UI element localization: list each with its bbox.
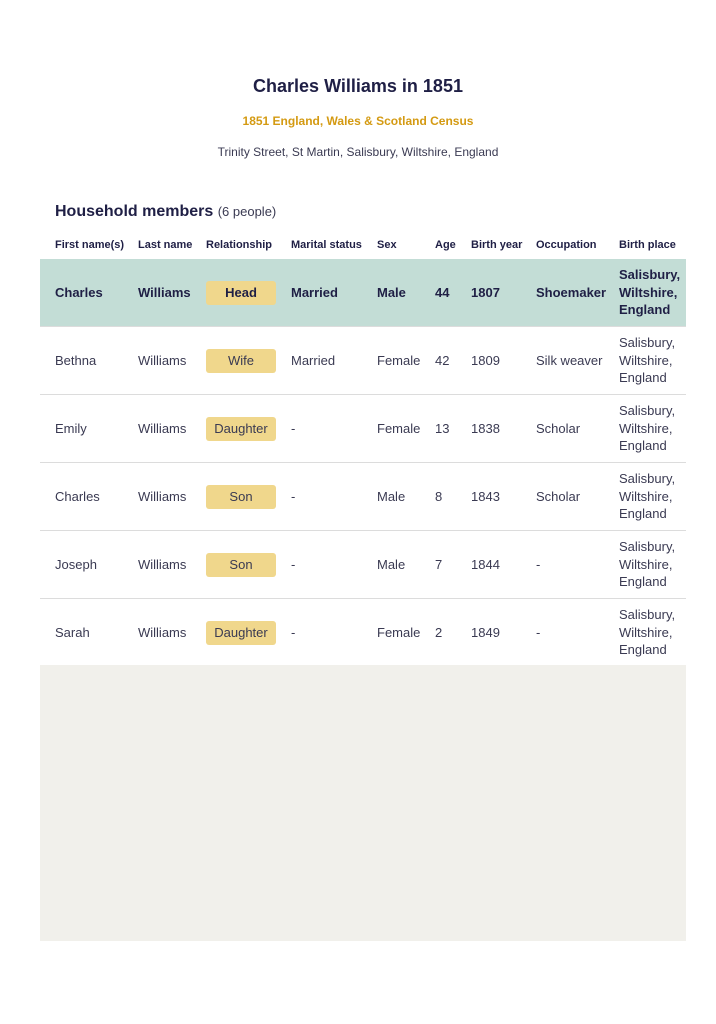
- column-header-marital-status: Marital status: [291, 239, 362, 251]
- age-cell: 8: [435, 463, 471, 531]
- column-header-birth-place: Birth place: [619, 239, 676, 251]
- sex-cell: Female: [377, 599, 435, 667]
- birth-year-cell: 1838: [471, 395, 536, 463]
- relationship-cell: [206, 327, 291, 395]
- first-name-cell: Bethna: [40, 327, 138, 395]
- occupation-cell: Scholar: [536, 463, 619, 531]
- birth-year-cell: 1809: [471, 327, 536, 395]
- table-header-row: [40, 231, 686, 259]
- sex-cell: Female: [377, 327, 435, 395]
- household-table: [40, 231, 686, 666]
- column-header-age: Age: [435, 239, 456, 251]
- table-row[interactable]: [40, 259, 686, 327]
- birth-place-cell: Salisbury, Wiltshire, England: [619, 259, 686, 327]
- relationship-cell: [206, 531, 291, 599]
- age-cell: 42: [435, 327, 471, 395]
- relationship-cell: [206, 599, 291, 667]
- household-panel: [40, 193, 686, 941]
- relationship-badge: Son: [206, 553, 276, 577]
- first-name-cell: Emily: [40, 395, 138, 463]
- household-count: (6 people): [217, 204, 277, 219]
- column-header-birth-year: Birth year: [471, 239, 523, 251]
- birth-place-cell: Salisbury, Wiltshire, England: [619, 463, 686, 531]
- relationship-cell: [206, 395, 291, 463]
- relationship-badge: Daughter: [206, 621, 276, 645]
- marital-status-cell: -: [291, 463, 377, 531]
- column-header-last-name: Last name: [138, 239, 193, 251]
- occupation-cell: -: [536, 531, 619, 599]
- occupation-cell: Scholar: [536, 395, 619, 463]
- relationship-badge: Wife: [206, 349, 276, 373]
- sex-cell: Female: [377, 395, 435, 463]
- age-cell: 13: [435, 395, 471, 463]
- birth-place-cell: Salisbury, Wiltshire, England: [619, 395, 686, 463]
- sex-cell: Male: [377, 259, 435, 327]
- birth-year-cell: 1807: [471, 259, 536, 327]
- column-header-relationship: Relationship: [206, 239, 273, 251]
- column-header-sex: Sex: [377, 239, 397, 251]
- last-name-cell: Williams: [138, 531, 206, 599]
- marital-status-cell: Married: [291, 327, 377, 395]
- age-cell: 44: [435, 259, 471, 327]
- first-name-cell: Joseph: [40, 531, 138, 599]
- table-row[interactable]: [40, 531, 686, 599]
- table-row[interactable]: [40, 463, 686, 531]
- relationship-badge: Daughter: [206, 417, 276, 441]
- last-name-cell: Williams: [138, 463, 206, 531]
- birth-place-cell: Salisbury, Wiltshire, England: [619, 327, 686, 395]
- last-name-cell: Williams: [138, 327, 206, 395]
- last-name-cell: Williams: [138, 259, 206, 327]
- age-cell: 7: [435, 531, 471, 599]
- household-heading: [55, 203, 276, 221]
- occupation-cell: Silk weaver: [536, 327, 619, 395]
- relationship-cell: [206, 259, 291, 327]
- column-header-occupation: Occupation: [536, 239, 597, 251]
- relationship-badge: Head: [206, 281, 276, 305]
- marital-status-cell: -: [291, 599, 377, 667]
- relationship-badge: Son: [206, 485, 276, 509]
- last-name-cell: Williams: [138, 599, 206, 667]
- birth-year-cell: 1844: [471, 531, 536, 599]
- table-row[interactable]: [40, 327, 686, 395]
- age-cell: 2: [435, 599, 471, 667]
- marital-status-cell: Married: [291, 259, 377, 327]
- table-row[interactable]: [40, 395, 686, 463]
- first-name-cell: Charles: [40, 463, 138, 531]
- household-card: [40, 193, 686, 665]
- birth-year-cell: 1843: [471, 463, 536, 531]
- occupation-cell: -: [536, 599, 619, 667]
- page-title: Charles Williams in 1851: [253, 76, 463, 96]
- birth-place-cell: Salisbury, Wiltshire, England: [619, 599, 686, 667]
- first-name-cell: Charles: [40, 259, 138, 327]
- occupation-cell: Shoemaker: [536, 259, 619, 327]
- census-name[interactable]: 1851 England, Wales & Scotland Census: [242, 114, 474, 128]
- address: Trinity Street, St Martin, Salisbury, Wiltshire, England: [217, 145, 499, 159]
- column-header-first-name: First name(s): [55, 239, 125, 251]
- relationship-cell: [206, 463, 291, 531]
- marital-status-cell: -: [291, 395, 377, 463]
- sex-cell: Male: [377, 531, 435, 599]
- table-row[interactable]: [40, 599, 686, 667]
- sex-cell: Male: [377, 463, 435, 531]
- marital-status-cell: -: [291, 531, 377, 599]
- last-name-cell: Williams: [138, 395, 206, 463]
- household-heading-label: Household members: [55, 203, 214, 220]
- birth-year-cell: 1849: [471, 599, 536, 667]
- first-name-cell: Sarah: [40, 599, 138, 667]
- birth-place-cell: Salisbury, Wiltshire, England: [619, 531, 686, 599]
